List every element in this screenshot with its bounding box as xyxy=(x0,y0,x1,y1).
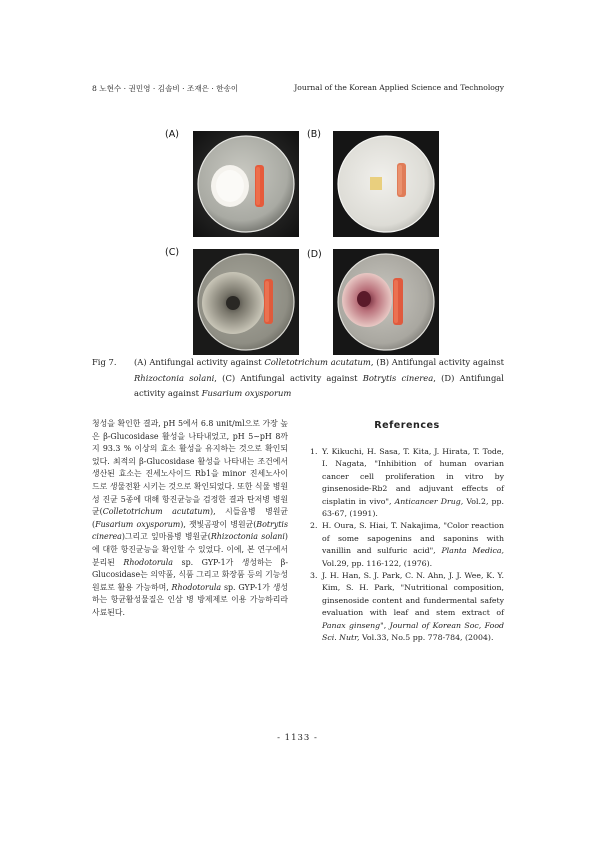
reference-number: 3. xyxy=(310,571,318,581)
reference-journal: Anticancer Drug, xyxy=(394,496,464,506)
header-authors: 8 노현수 · 권민영 · 김솔비 · 조재은 · 한송이 xyxy=(92,84,239,93)
reference-authors-title: H. Oura, S. Hiai, T. Nakajima, "Color reaction of some sapogenins and saponins with vanillin and sulfuric acid", xyxy=(322,521,504,556)
reference-species: Panax ginseng xyxy=(322,620,381,630)
reference-item xyxy=(310,520,504,570)
caption-body xyxy=(134,355,504,402)
figure-caption xyxy=(92,355,504,402)
body-text: sp. GYP-1가 생성하는 항균활성물질은 인삼 병 방제제로 이용 가능하리라 사료된다. xyxy=(92,582,288,617)
body-text: )에 대한 항진균능을 확인할 수 있었다. 이에, 본 연구에서 분리된 xyxy=(92,532,289,567)
reference-text xyxy=(322,446,504,520)
reference-authors-title: Y. Kikuchi, H. Sasa, T. Kita, J. Hirata, T. Tode, I. Nagata, "Inhibition of human ovarian cancer cell proliferation in vitro by ginsenoside-Rb2 and adjuvant effects of cisplatin in vivo", xyxy=(322,447,504,506)
plate-image-d xyxy=(333,249,439,355)
caption-part-b: , (B) Antifungal activity against xyxy=(370,357,504,367)
body-text: 청성을 확인한 결과, pH 5에서 6.8 unit/ml으로 가장 높은 β-Glucosidase 활성을 나타내었고, pH 5~pH 8까지 93.3 % 이상의 효소 활성을 유지하는 것으로 확인되었다. 최적의 β-Glucosidase 활성을 나타내는 조건에서 생산된 효소는 진세노사이드 Rb1을 minor 진세노사이드로 생물전환 시키는 것으로 확인되었다. 또한 식물 병원성 진균 5종에 대해 항진균능을 검정한 결과 탄저병 병원균( xyxy=(92,419,288,517)
page-number: - 1133 - xyxy=(277,733,318,743)
caption-part-c: , (C) Antifungal activity against xyxy=(214,372,363,383)
conclusion-paragraph xyxy=(92,418,288,620)
caption-prefix: Fig 7. xyxy=(92,357,117,367)
reference-item xyxy=(310,570,504,644)
body-species: Botrytis cinerea xyxy=(92,519,288,542)
header-journal: Journal of the Korean Applied Science and Technology xyxy=(294,83,504,92)
body-text: )그리고 잎마름병 병원균( xyxy=(121,532,211,542)
references-list xyxy=(310,446,504,645)
caption-species-c: Botrytis cinerea xyxy=(362,372,434,383)
body-text: ), 시들음병 병원균( xyxy=(92,507,288,529)
plate-image-c xyxy=(193,249,299,355)
reference-number: 1. xyxy=(310,447,318,456)
body-species: Rhodotorula xyxy=(171,582,222,592)
body-species: Colletotrichum acutatum xyxy=(102,507,210,517)
reference-text xyxy=(322,520,504,570)
reference-authors-title: J. H. Han, S. J. Park, C. N. Ahn, J. J. Wee, K. Y. Kim, S. H. Park, "Nutritional composition, ginsenoside content and fundermental safety evaluation with leaf and stem extract of xyxy=(322,571,504,618)
plate-image-b xyxy=(333,131,439,237)
caption-part-a: (A) Antifungal activity against xyxy=(134,357,265,367)
caption-part-d: , (D) Antifungal activity against xyxy=(134,372,504,398)
body-species: Rhizoctonia solani xyxy=(210,532,285,542)
caption-species-d: Fusarium oxysporum xyxy=(201,388,292,398)
reference-journal: Journal of Korean Soc, Food Sci. Nutr, xyxy=(322,620,504,643)
reference-number: 2. xyxy=(310,521,318,531)
panel-label-c: (C) xyxy=(165,247,180,258)
references-heading: References xyxy=(374,420,440,431)
reference-punct: ", xyxy=(380,620,390,630)
reference-volume: Vol.2, pp. 63-67, (1991). xyxy=(322,496,505,519)
reference-text xyxy=(322,570,504,644)
reference-item xyxy=(310,446,504,520)
running-header xyxy=(92,83,504,97)
panel-label-b: (B) xyxy=(307,129,321,140)
body-species: Fusarium oxysporum xyxy=(95,519,181,529)
caption-species-a: Colletotrichum acutatum xyxy=(264,357,371,367)
caption-species-b: Rhizoctonia solani xyxy=(134,372,215,383)
panel-label-d: (D) xyxy=(307,249,322,260)
reference-journal: Planta Medica, xyxy=(441,546,504,556)
reference-volume: Vol.29, pp. 116-122, (1976). xyxy=(322,558,433,568)
panel-label-a: (A) xyxy=(165,129,179,140)
reference-volume: Vol.33, No.5 pp. 778-784, (2004). xyxy=(359,633,494,643)
body-text: ), 잿빛곰팡이 병원균( xyxy=(180,519,257,529)
body-species: Rhodotorula xyxy=(123,557,173,567)
body-text: sp. GYP-1가 생성하는 β-Glucosidase는 의약품, 식품 그리고 화장품 등의 기능성 원료로 활용 가능하며, xyxy=(92,557,288,592)
plate-image-a xyxy=(193,131,299,237)
